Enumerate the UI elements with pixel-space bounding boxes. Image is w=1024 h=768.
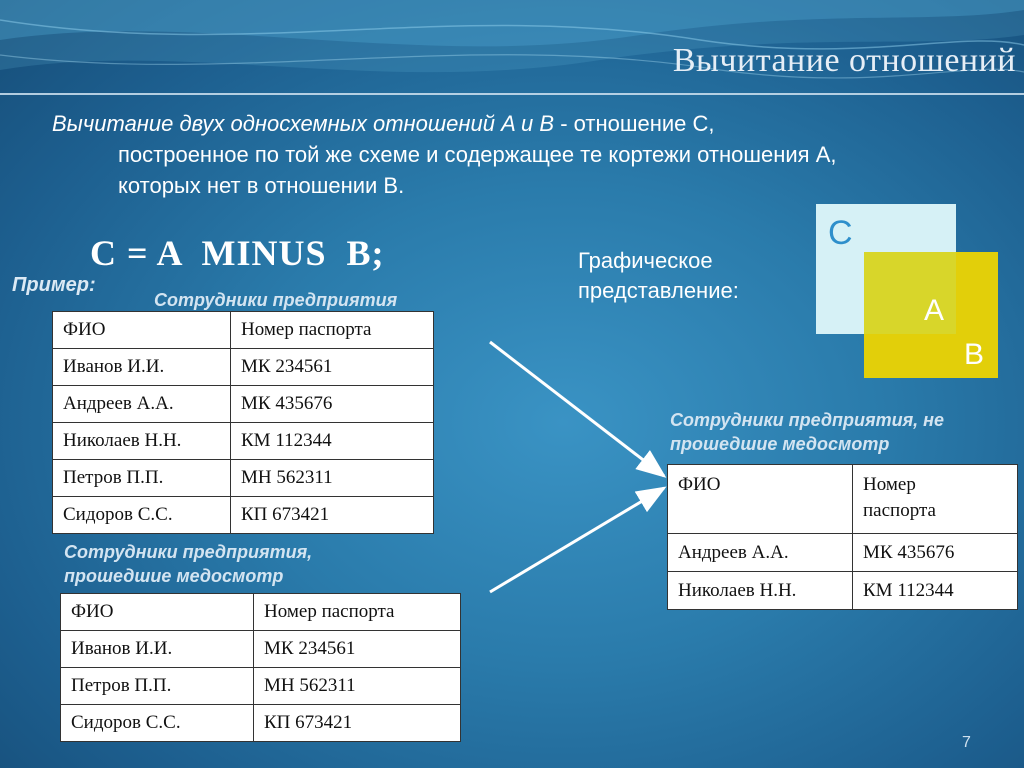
diagram-label-c: C — [828, 214, 853, 252]
table-not-passed-medical — [667, 464, 1018, 610]
header-fio: ФИО — [53, 312, 231, 349]
diagram-label-a: A — [924, 294, 945, 327]
set-difference-diagram — [816, 204, 998, 378]
cell-fio: Андреев А.А. — [668, 534, 853, 572]
cell-passport: МН 562311 — [231, 460, 434, 497]
graphic-label-line-2: представление: — [578, 278, 739, 303]
graphic-representation-label — [578, 246, 739, 306]
diagram-label-b: B — [964, 338, 985, 371]
table-a-caption: Сотрудники предприятия — [154, 290, 398, 310]
table-header-row — [668, 465, 1018, 534]
table-c-caption-line-1: Сотрудники предприятия, не — [670, 410, 945, 430]
cell-passport: МК 435676 — [853, 534, 1018, 572]
cell-fio: Андреев А.А. — [53, 386, 231, 423]
table-b-caption-line-1: Сотрудники предприятия, — [64, 542, 313, 562]
definition-lead: Вычитание двух односхемных отношений A и B — [52, 111, 555, 136]
cell-passport: КМ 112344 — [853, 572, 1018, 610]
table-employees — [52, 311, 434, 534]
table-row — [53, 460, 434, 497]
formula: C = A MINUS B; — [90, 233, 385, 273]
cell-passport: КП 673421 — [254, 705, 461, 742]
header-passport: Номер паспорта — [254, 594, 461, 631]
slide-title: Вычитание отношений — [672, 42, 1016, 79]
cell-fio: Сидоров С.С. — [61, 705, 254, 742]
header-passport-line-1: Номер — [863, 474, 916, 495]
table-passed-medical — [60, 593, 461, 742]
cell-fio: Иванов И.И. — [53, 349, 231, 386]
table-c-caption-line-2: прошедшие медосмотр — [670, 434, 890, 454]
cell-fio: Сидоров С.С. — [53, 497, 231, 534]
cell-passport: МН 562311 — [254, 668, 461, 705]
table-header-row — [61, 594, 461, 631]
cell-fio: Николаев Н.Н. — [668, 572, 853, 610]
header-fio: ФИО — [61, 594, 254, 631]
table-row — [53, 497, 434, 534]
table-row — [53, 349, 434, 386]
table-b-caption-line-2: прошедшие медосмотр — [64, 566, 284, 586]
cell-passport: КП 673421 — [231, 497, 434, 534]
example-label: Пример: — [12, 274, 96, 296]
table-row — [61, 631, 461, 668]
table-row — [668, 534, 1018, 572]
header-passport — [853, 465, 1018, 534]
cell-fio: Петров П.П. — [61, 668, 254, 705]
definition-line-3: которых нет в отношении B. — [118, 173, 405, 198]
table-header-row — [53, 312, 434, 349]
cell-fio: Николаев Н.Н. — [53, 423, 231, 460]
definition-rest: - отношение C, — [554, 111, 715, 136]
page-number: 7 — [962, 734, 971, 751]
cell-passport: КМ 112344 — [231, 423, 434, 460]
cell-passport: МК 234561 — [231, 349, 434, 386]
graphic-label-line-1: Графическое — [578, 248, 713, 273]
cell-passport: МК 435676 — [231, 386, 434, 423]
table-row — [53, 423, 434, 460]
table-b-caption — [64, 540, 312, 588]
table-row — [61, 668, 461, 705]
cell-fio: Петров П.П. — [53, 460, 231, 497]
title-divider — [0, 93, 1024, 95]
table-row — [668, 572, 1018, 610]
table-c-caption — [670, 408, 944, 456]
cell-passport: МК 234561 — [254, 631, 461, 668]
header-fio: ФИО — [668, 465, 853, 534]
cell-fio: Иванов И.И. — [61, 631, 254, 668]
arrow-from-table-a — [490, 342, 664, 476]
arrow-from-table-b — [490, 488, 664, 592]
definition-line-2: построенное по той же схеме и содержащее те кортежи отношения A, — [118, 142, 837, 167]
table-row — [61, 705, 461, 742]
table-row — [53, 386, 434, 423]
header-passport-line-2: паспорта — [863, 500, 936, 521]
header-passport: Номер паспорта — [231, 312, 434, 349]
definition-text — [52, 108, 972, 201]
